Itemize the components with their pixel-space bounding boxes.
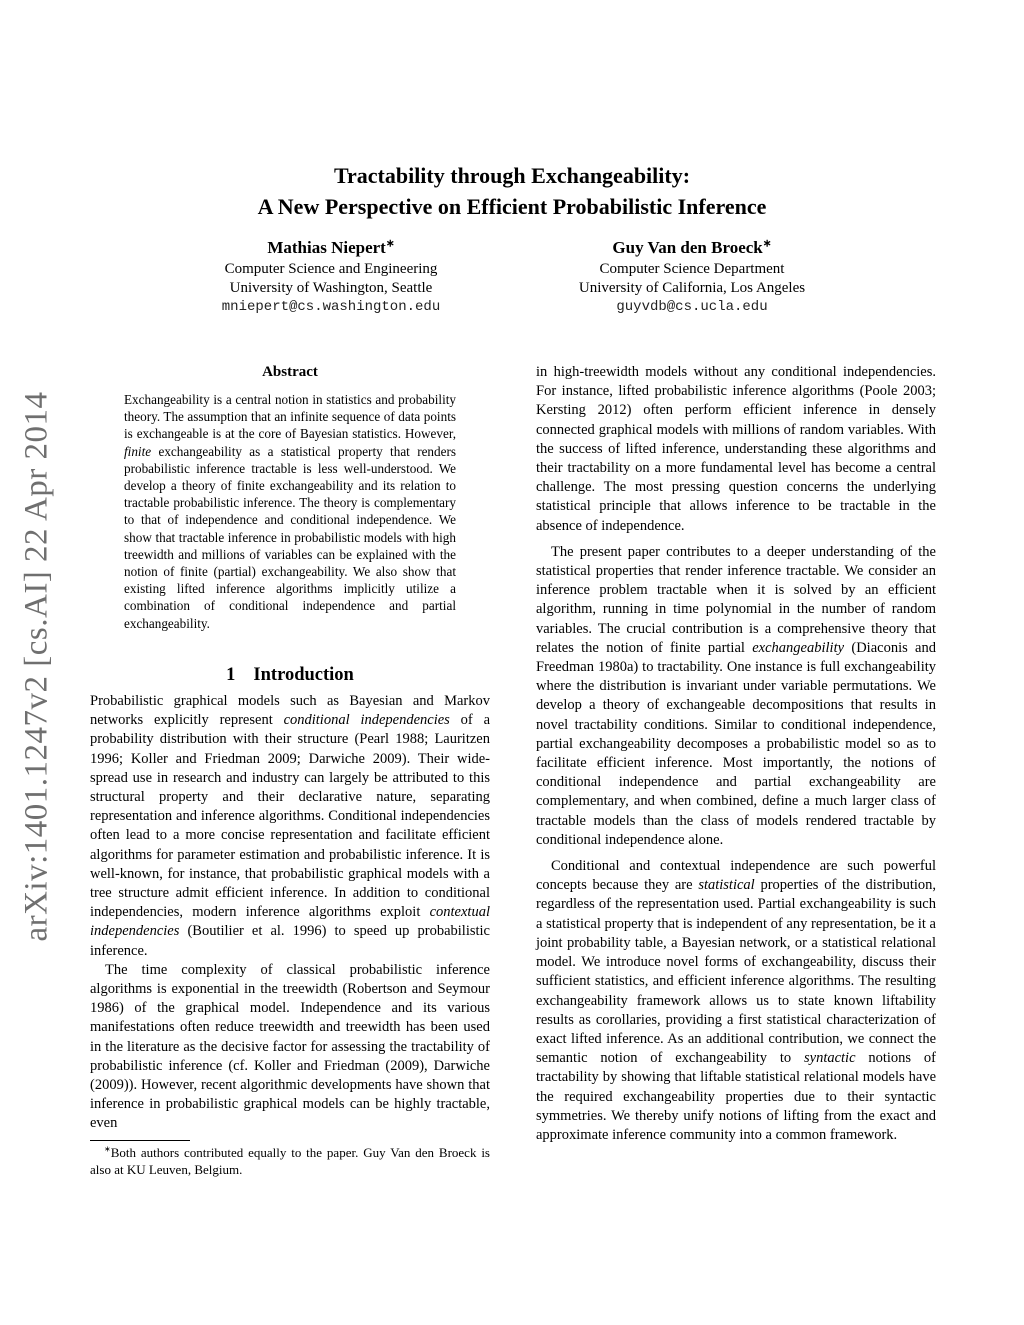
footnote-mark: ∗ (104, 1144, 111, 1154)
abstract-body: Exchangeability is a central notion in statistics and probability theory. The assumption that an infinite sequence of data points is exchangeable is at the core of Bayesian statistics. However, finite exchangeability as a statistical property that renders probabilistic inference tractable is less well-understood. We develop a theory of finite exchangeability and its relation to tractable probabilistic inference. The theory is complementary to that of independence and conditional independence. We show that tractable inference in probabilistic models with high treewidth and millions of variables can be explained with the notion of finite (partial) exchangeability. We also show that existing lifted inference algorithms implicitly utilize a combination of conditional independence and partial exchangeability. (124, 392, 456, 631)
title-line-1: Tractability through Exchangeability: (333, 163, 691, 188)
author-footnote-mark: ∗ (385, 238, 395, 250)
intro-paragraph-1: Probabilistic graphical models such as Bayesian and Markov networks explicitly represent conditional independencies of a probability distribution with their structure (Pearl 1988; Lauritzen 1996; Koller and Friedman 2009; Darwiche 2009). Their wide-spread use in research and industry can largely be attributed to this structural property and their declarative nature, separating representation and inference algorithms. Conditional independencies often lead to a more concise representation and facilitate efficient algorithms for parameter estimation and probabilistic inference. It is well-known, for instance, that probabilistic graphical models with a tree structure admit efficient inference. In addition to conditional independencies, modern inference algorithms exploit contextual independencies (Boutilier et al. 1996) to speed up probabilistic inference. (90, 693, 491, 959)
footnote (90, 1144, 490, 1178)
abstract-heading: Abstract (262, 364, 318, 380)
author-footnote-mark: ∗ (762, 238, 772, 250)
paper-title (0, 160, 1024, 222)
section-heading-introduction (90, 665, 490, 686)
arxiv-id: arXiv:1401.1247v2 [cs.AI] 22 Apr 2014 (18, 390, 55, 942)
section-title: Introduction (253, 665, 354, 685)
footnote-rule (90, 1140, 190, 1141)
intro-paragraph-4: Conditional and contextual independence are such powerful concepts because they are statistical properties of the distribution, regardless of the representation used. Partial exchangeability is such a statistical property that is independent of any representation, be it a joint probability table, a Bayesian network, or a statistical relational model. We introduce novel forms of exchangeability, discuss their sufficient statistics, and efficient inference algorithms. The resulting exchangeability framework allows us to state known liftability results as corollaries, providing a first statistical characterization of exact lifted inference. As an additional contribution, we connect the semantic notion of exchangeability to syntactic notions of tractability by showing that liftable statistical relational models have the required exchangeability properties due to their syntactic symmetries. We thereby unify notions of lifting from the exact and approximate inference community into a common framework. (536, 858, 937, 1143)
author-institution: University of Washington, Seattle (229, 280, 433, 296)
section-number: 1 (226, 665, 236, 685)
author-email: guyvdb@cs.ucla.edu (616, 299, 768, 315)
intro-paragraph-2: The time complexity of classical probabilistic inference algorithms is exponential in the treewidth (Robertson and Seymour 1986) of the graphical model. Independence and its various manifestations often reduce treewidth and treewidth has been used in the literature as the decisive factor for assessing the tractability of probabilistic inference (cf. Koller and Friedman (2009), Darwiche (2009)). However, recent algorithmic developments have shown that inference in probabilistic graphical models can be highly tractable, even (90, 961, 490, 1132)
intro-paragraph-2-continued: in high-treewidth models without any conditional independencies. For instance, lifted probabilistic inference algorithms (Poole 2003; Kersting 2012) often perform efficient inference in densely connected graphical models with millions of random variables. With the success of lifted inference, understanding these algorithms and their tractability on a more fundamental level has become a central challenge. The most pressing question concerns the underlying statistical principle that allows inference to be tractable in the absence of independence. (536, 364, 936, 534)
author-block-niepert (121, 236, 541, 317)
author-affiliation: Computer Science and Engineering (224, 261, 438, 277)
title-line-2: A New Perspective on Efficient Probabilistic Inference (257, 194, 767, 219)
intro-paragraph-3: The present paper contributes to a deeper understanding of the statistical properties that render inference tractable. We consider an inference problem tractable when it is solved by an efficient algorithm, running in time polynomial in the number of random variables. The crucial contribution is a comprehensive theory that relates the notion of finite partial exchangeability (Diaconis and Freedman 1980a) to tractability. One instance is full exchangeability where the distribution is invariant under variable permutations. We develop a theory of exchangeable decompositions that results in novel tractability conditions. Similar to conditional independence, partial exchangeability decomposes a probabilistic model so as to facilitate efficient inference. Most importantly, the notions of conditional independence and partial exchangeability are complementary, and when combined, define a much larger class of tractable models than the class of models rendered tractable by conditional independence alone. (536, 543, 936, 848)
arxiv-stamp (8, 372, 66, 960)
author-affiliation: Computer Science Department (599, 261, 785, 277)
author-block-vandenbroeck (482, 236, 902, 317)
author-name-niepert: Mathias Niepert∗ (267, 238, 395, 257)
author-email: mniepert@cs.washington.edu (221, 299, 441, 315)
author-institution: University of California, Los Angeles (578, 280, 806, 296)
left-column (90, 692, 490, 1134)
footnote-text: Both authors contributed equally to the paper. Guy Van den Broeck is also at KU Leuven, Belgium. (90, 1145, 490, 1177)
right-column (536, 363, 936, 1145)
author-name-vandenbroeck: Guy Van den Broeck∗ (612, 238, 772, 257)
